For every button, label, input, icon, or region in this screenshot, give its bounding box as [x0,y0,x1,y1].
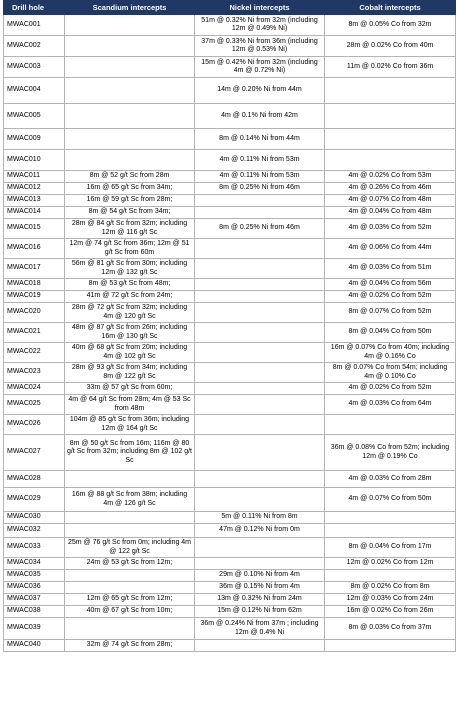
cell-nickel: 29m @ 0.10% Ni from 4m [195,570,325,582]
cell-cobalt: 4m @ 0.04% Co from 56m [325,279,456,291]
table-row [4,488,456,512]
cell-drill-hole: MWAC011 [4,171,65,183]
cell-cobalt: 8m @ 0.04% Co from 17m [325,538,456,558]
cell-scandium: 16m @ 59 g/t Sc from 28m; [65,195,195,207]
cell-nickel: 15m @ 0.42% Ni from 32m (including 4m @ 0.72% Ni) [195,57,325,78]
cell-cobalt: 4m @ 0.26% Co from 46m [325,183,456,195]
cell-nickel [195,395,325,415]
cell-nickel [195,640,325,652]
table-row [4,343,456,363]
cell-cobalt: 8m @ 0.03% Co from 37m [325,618,456,640]
cell-cobalt: 4m @ 0.02% Co from 52m [325,291,456,303]
cell-scandium: 28m @ 72 g/t Sc from 32m; including 4m @ 120 g/t Sc [65,303,195,323]
cell-cobalt [325,524,456,538]
table-row [4,195,456,207]
cell-scandium: 48m @ 87 g/t Sc from 26m; including 16m @ 130 g/t Sc [65,323,195,343]
cell-drill-hole: MWAC020 [4,303,65,323]
cell-nickel: 47m @ 0.12% Ni from 0m [195,524,325,538]
cell-scandium: 33m @ 57 g/t Sc from 60m; [65,383,195,395]
cell-drill-hole: MWAC033 [4,538,65,558]
cell-drill-hole: MWAC010 [4,150,65,171]
cell-nickel [195,239,325,259]
table-row [4,15,456,36]
cell-cobalt: 16m @ 0.07% Co from 40m; including 4m @ 0.16% Co [325,343,456,363]
table-row [4,594,456,606]
cell-nickel: 36m @ 0.24% Ni from 37m ; including 12m @ 0.4% Ni [195,618,325,640]
cell-nickel: 15m @ 0.12% Ni from 62m [195,606,325,618]
table-row [4,303,456,323]
cell-cobalt: 8m @ 0.07% Co from 54m; including 4m @ 0.10% Co [325,363,456,383]
cell-drill-hole: MWAC017 [4,259,65,279]
cell-scandium: 28m @ 93 g/t Sc from 34m; including 8m @ 122 g/t Sc [65,363,195,383]
cell-cobalt: 4m @ 0.07% Co from 48m [325,195,456,207]
table-row [4,259,456,279]
table-row [4,219,456,239]
table-row [4,291,456,303]
cell-scandium: 40m @ 68 g/t Sc from 20m; including 4m @ 102 g/t Sc [65,343,195,363]
cell-cobalt: 8m @ 0.02% Co from 8m [325,582,456,594]
cell-scandium [65,78,195,104]
header-drill-hole: Drill hole [4,1,65,15]
cell-drill-hole: MWAC021 [4,323,65,343]
cell-cobalt: 4m @ 0.07% Co from 50m [325,488,456,512]
table-row [4,57,456,78]
table-row [4,383,456,395]
cell-drill-hole: MWAC040 [4,640,65,652]
cell-nickel [195,488,325,512]
cell-scandium: 4m @ 64 g/t Sc from 28m; 4m @ 53 Sc from 48m [65,395,195,415]
cell-drill-hole: MWAC004 [4,78,65,104]
cell-scandium [65,129,195,150]
header-nickel: Nickel intercepts [195,1,325,15]
cell-drill-hole: MWAC037 [4,594,65,606]
cell-cobalt [325,104,456,129]
cell-cobalt: 4m @ 0.03% Co from 28m [325,471,456,488]
cell-nickel: 36m @ 0.15% Ni from 4m [195,582,325,594]
cell-drill-hole: MWAC016 [4,239,65,259]
cell-drill-hole: MWAC015 [4,219,65,239]
cell-scandium [65,36,195,57]
cell-drill-hole: MWAC034 [4,558,65,570]
table-row [4,363,456,383]
table-row [4,570,456,582]
cell-cobalt: 8m @ 0.04% Co from 50m [325,323,456,343]
cell-cobalt: 4m @ 0.03% Co from 52m [325,219,456,239]
cell-drill-hole: MWAC036 [4,582,65,594]
cell-cobalt [325,415,456,435]
cell-drill-hole: MWAC039 [4,618,65,640]
cell-drill-hole: MWAC001 [4,15,65,36]
cell-nickel: 8m @ 0.14% Ni from 44m [195,129,325,150]
cell-scandium [65,471,195,488]
cell-drill-hole: MWAC022 [4,343,65,363]
cell-nickel [195,195,325,207]
cell-nickel [195,303,325,323]
cell-drill-hole: MWAC032 [4,524,65,538]
cell-cobalt: 4m @ 0.03% Co from 51m [325,259,456,279]
cell-nickel [195,343,325,363]
cell-scandium [65,570,195,582]
table-row [4,524,456,538]
header-row [4,1,456,15]
cell-nickel [195,538,325,558]
cell-nickel: 4m @ 0.1% Ni from 42m [195,104,325,129]
table-row [4,606,456,618]
cell-drill-hole: MWAC005 [4,104,65,129]
cell-drill-hole: MWAC026 [4,415,65,435]
cell-nickel [195,323,325,343]
cell-scandium: 25m @ 76 g/t Sc from 0m; including 4m @ 122 g/t Sc [65,538,195,558]
cell-cobalt: 16m @ 0.02% Co from 26m [325,606,456,618]
table-row [4,558,456,570]
cell-nickel [195,558,325,570]
table-row [4,171,456,183]
cell-cobalt [325,570,456,582]
cell-nickel [195,471,325,488]
cell-scandium: 16m @ 88 g/t Sc from 38m; including 4m @ 126 g/t Sc [65,488,195,512]
cell-scandium: 16m @ 65 g/t Sc from 34m; [65,183,195,195]
cell-nickel: 4m @ 0.11% Ni from 53m [195,150,325,171]
table-row [4,618,456,640]
cell-nickel [195,383,325,395]
cell-scandium [65,57,195,78]
cell-scandium [65,582,195,594]
cell-drill-hole: MWAC009 [4,129,65,150]
table-row [4,538,456,558]
cell-drill-hole: MWAC012 [4,183,65,195]
cell-nickel: 4m @ 0.11% Ni from 53m [195,171,325,183]
cell-drill-hole: MWAC028 [4,471,65,488]
cell-nickel: 8m @ 0.25% Ni from 46m [195,219,325,239]
table-row [4,640,456,652]
table-row [4,104,456,129]
table-row [4,207,456,219]
cell-nickel [195,363,325,383]
cell-cobalt: 4m @ 0.04% Co from 48m [325,207,456,219]
cell-nickel: 51m @ 0.32% Ni from 32m (including 12m @ 0.49% Ni) [195,15,325,36]
cell-nickel: 13m @ 0.32% Ni from 24m [195,594,325,606]
cell-cobalt [325,512,456,524]
cell-drill-hole: MWAC029 [4,488,65,512]
table-row [4,395,456,415]
cell-nickel: 8m @ 0.25% Ni from 46m [195,183,325,195]
table-row [4,471,456,488]
cell-scandium: 12m @ 65 g/t Sc from 12m; [65,594,195,606]
cell-nickel [195,435,325,471]
cell-nickel [195,207,325,219]
cell-scandium: 24m @ 53 g/t Sc from 12m; [65,558,195,570]
cell-cobalt: 12m @ 0.03% Co from 24m [325,594,456,606]
cell-drill-hole: MWAC014 [4,207,65,219]
table-row [4,512,456,524]
cell-scandium: 56m @ 81 g/t Sc from 30m; including 12m @ 132 g/t Sc [65,259,195,279]
cell-scandium [65,104,195,129]
cell-cobalt: 12m @ 0.02% Co from 12m [325,558,456,570]
cell-cobalt: 28m @ 0.02% Co from 40m [325,36,456,57]
table-row [4,323,456,343]
cell-scandium [65,512,195,524]
cell-nickel [195,279,325,291]
cell-nickel [195,291,325,303]
cell-scandium: 104m @ 85 g/t Sc from 36m; including 12m @ 164 g/t Sc [65,415,195,435]
table-row [4,78,456,104]
cell-cobalt [325,129,456,150]
cell-drill-hole: MWAC023 [4,363,65,383]
cell-nickel: 5m @ 0.11% Ni from 8m [195,512,325,524]
cell-cobalt: 4m @ 0.02% Co from 53m [325,171,456,183]
cell-scandium: 8m @ 52 g/t Sc from 28m [65,171,195,183]
table-row [4,183,456,195]
cell-cobalt [325,78,456,104]
cell-scandium: 32m @ 74 g/t Sc from 28m; [65,640,195,652]
cell-scandium [65,150,195,171]
cell-cobalt: 11m @ 0.02% Co from 36m [325,57,456,78]
header-cobalt: Cobalt intercepts [325,1,456,15]
table-row [4,36,456,57]
header-scandium: Scandium intercepts [65,1,195,15]
table-row [4,129,456,150]
cell-scandium: 8m @ 53 g/t Sc from 48m; [65,279,195,291]
table-row [4,279,456,291]
table-row [4,582,456,594]
cell-scandium [65,618,195,640]
cell-scandium: 28m @ 84 g/t Sc from 32m; including 12m @ 116 g/t Sc [65,219,195,239]
cell-cobalt: 4m @ 0.03% Co from 64m [325,395,456,415]
cell-cobalt: 4m @ 0.02% Co from 52m [325,383,456,395]
cell-cobalt: 8m @ 0.07% Co from 52m [325,303,456,323]
cell-drill-hole: MWAC002 [4,36,65,57]
cell-drill-hole: MWAC019 [4,291,65,303]
table-row [4,239,456,259]
cell-drill-hole: MWAC038 [4,606,65,618]
cell-cobalt: 8m @ 0.05% Co from 32m [325,15,456,36]
cell-nickel [195,415,325,435]
cell-drill-hole: MWAC027 [4,435,65,471]
cell-drill-hole: MWAC024 [4,383,65,395]
cell-scandium: 41m @ 72 g/t Sc from 24m; [65,291,195,303]
cell-nickel [195,259,325,279]
cell-drill-hole: MWAC003 [4,57,65,78]
cell-scandium: 8m @ 50 g/t Sc from 16m; 116m @ 80 g/t Sc from 32m; including 8m @ 102 g/t Sc [65,435,195,471]
cell-cobalt [325,640,456,652]
intercepts-table [3,0,456,652]
cell-drill-hole: MWAC035 [4,570,65,582]
cell-cobalt [325,150,456,171]
cell-cobalt: 4m @ 0.06% Co from 44m [325,239,456,259]
cell-nickel: 37m @ 0.33% Ni from 36m (including 12m @ 0.53% Ni) [195,36,325,57]
cell-scandium: 12m @ 74 g/t Sc from 36m; 12m @ 51 g/t Sc from 60m [65,239,195,259]
cell-drill-hole: MWAC030 [4,512,65,524]
cell-scandium: 8m @ 54 g/t Sc from 34m; [65,207,195,219]
cell-drill-hole: MWAC018 [4,279,65,291]
table-row [4,150,456,171]
table-body [4,15,456,652]
cell-cobalt: 36m @ 0.08% Co from 52m; including 12m @ 0.19% Co [325,435,456,471]
table-row [4,435,456,471]
cell-scandium [65,524,195,538]
cell-drill-hole: MWAC025 [4,395,65,415]
cell-nickel: 14m @ 0.20% Ni from 44m [195,78,325,104]
cell-scandium [65,15,195,36]
cell-scandium: 40m @ 67 g/t Sc from 10m; [65,606,195,618]
table-row [4,415,456,435]
cell-drill-hole: MWAC013 [4,195,65,207]
